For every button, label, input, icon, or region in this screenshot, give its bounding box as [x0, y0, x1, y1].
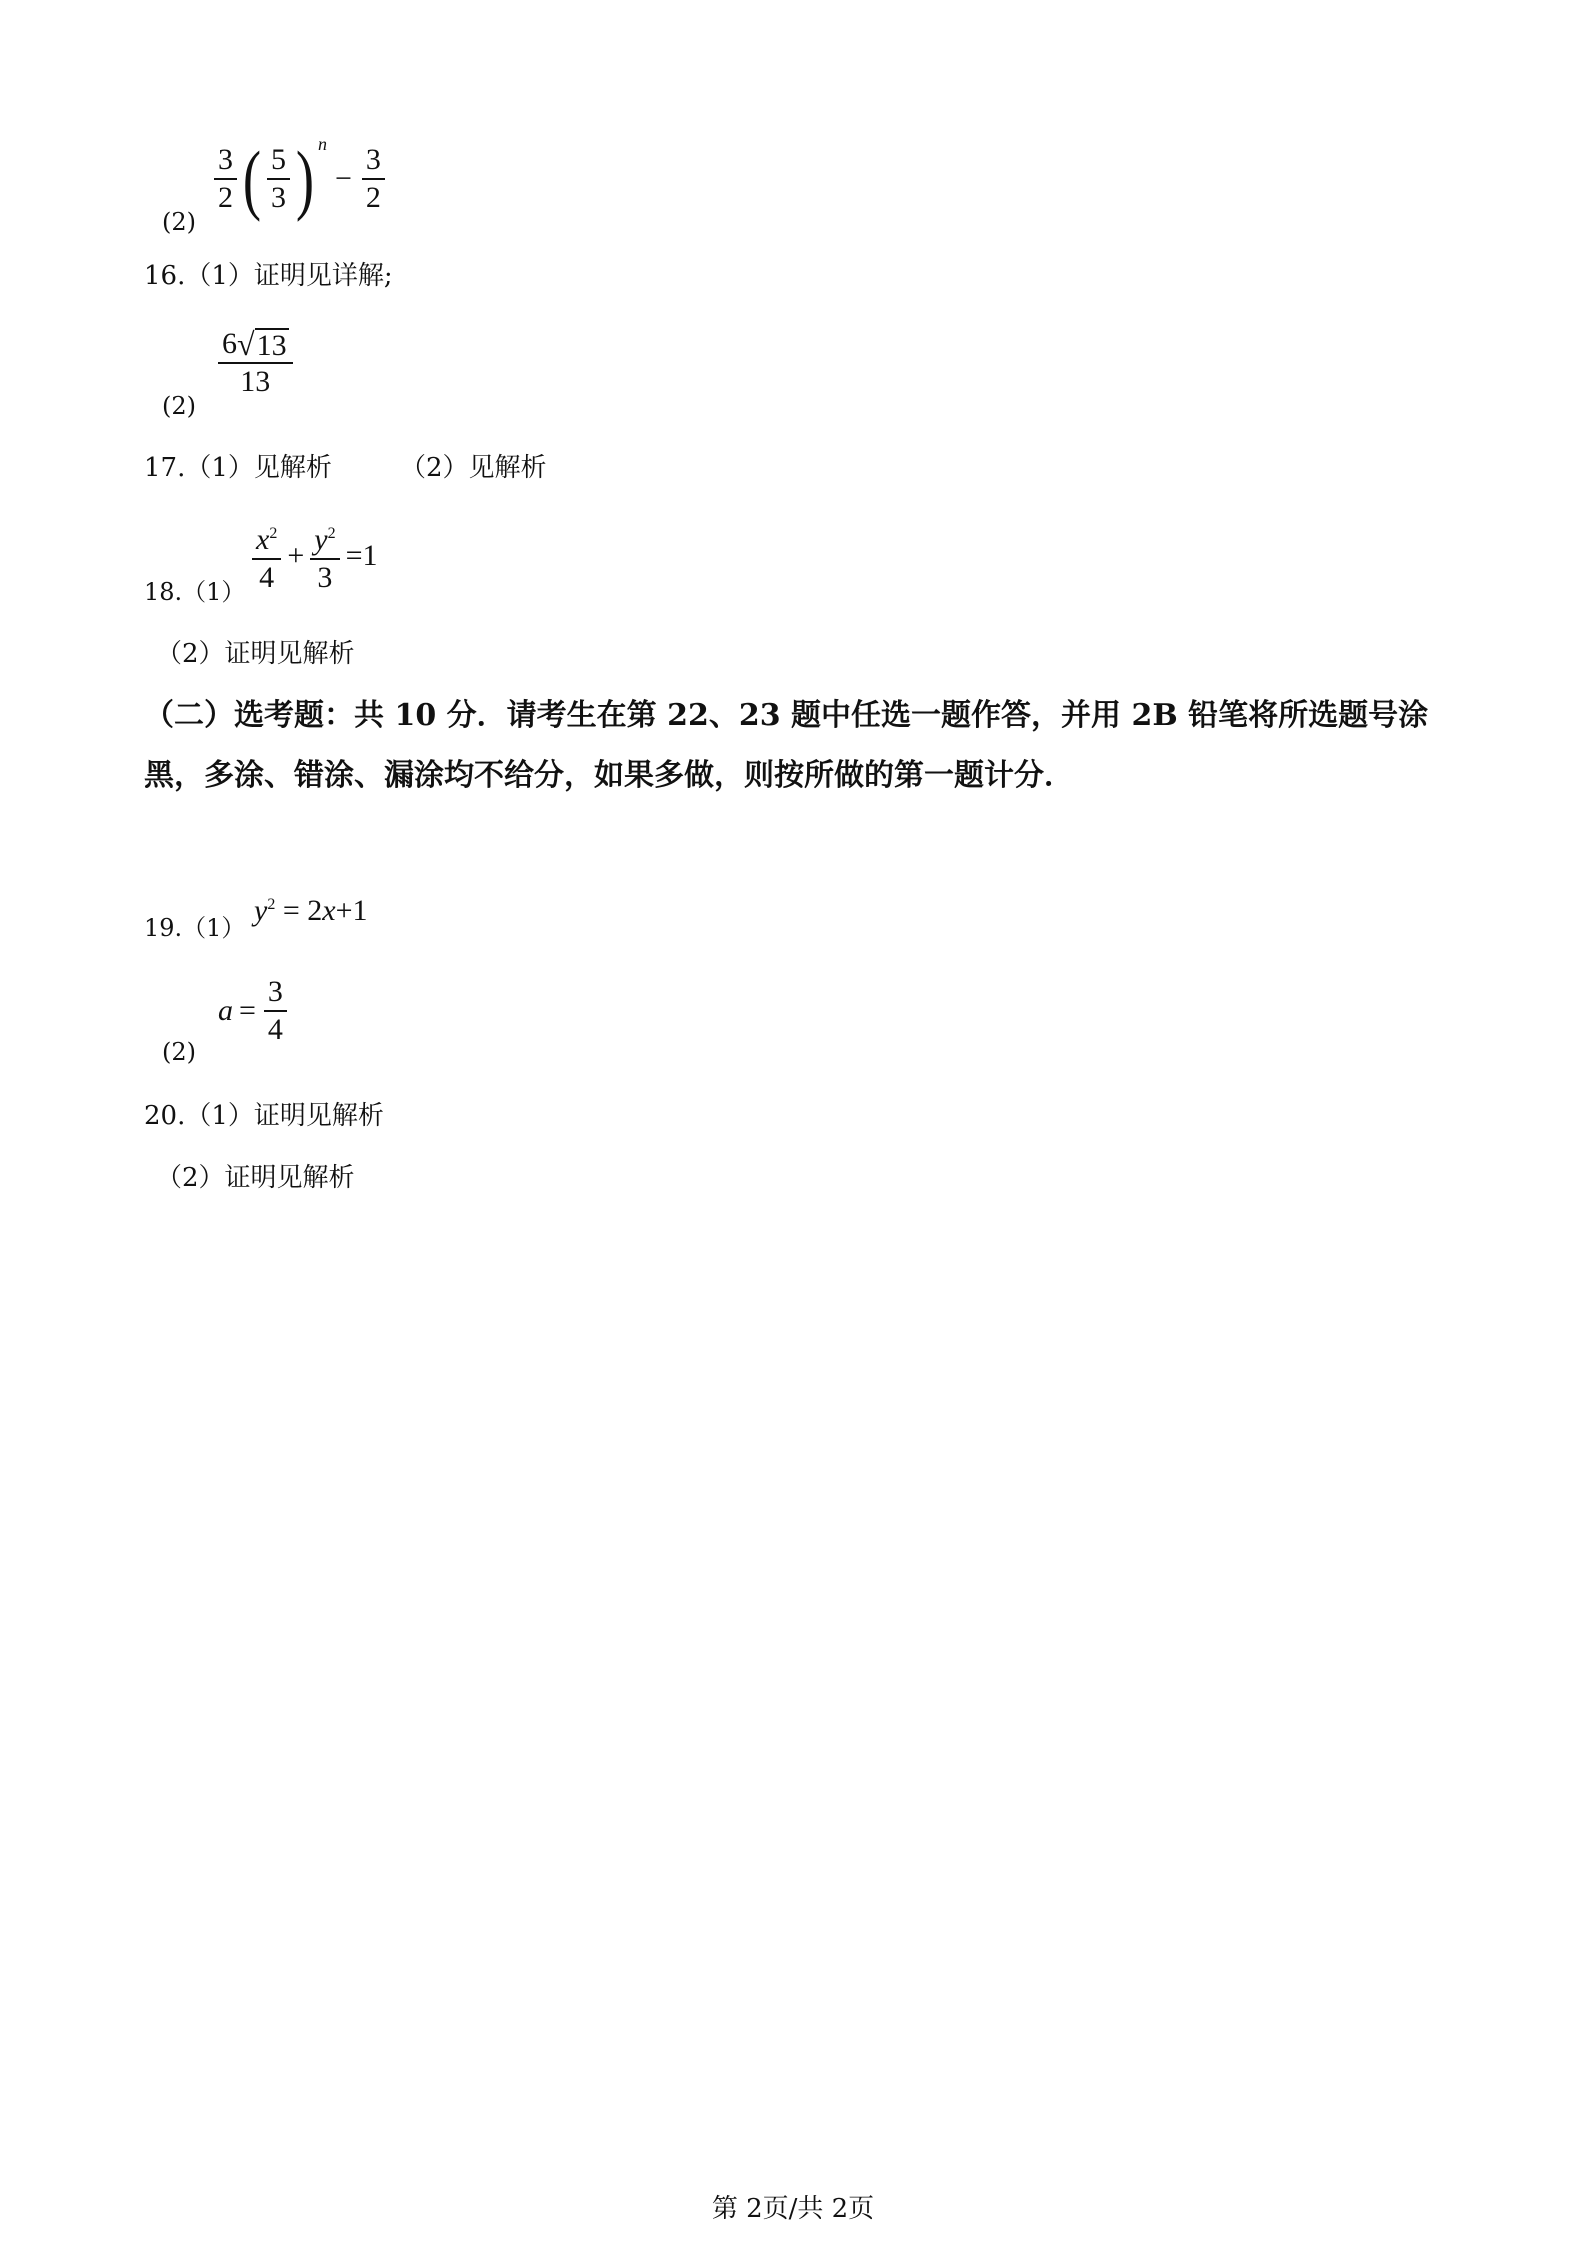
exponent: n: [317, 134, 327, 154]
equals-sign: =: [239, 994, 256, 1027]
plus-sign: +: [287, 539, 305, 572]
fraction: [214, 142, 237, 216]
numerator: 3: [267, 975, 283, 1008]
q19-part2-label: (2): [162, 1038, 196, 1066]
section-instructions-line1: （二）选考题：共 10 分．请考生在第 22、23 题中任选一题作答，并用 2B 铅笔将所选题号涂: [144, 698, 1429, 733]
q16-part2-formula: [216, 326, 295, 400]
exponent: 2: [267, 896, 276, 913]
equals-two: = 2: [282, 894, 323, 927]
right-paren: ): [295, 135, 315, 222]
denominator: 13: [240, 365, 271, 398]
variable-a: a: [218, 994, 233, 1027]
denominator: 3: [270, 181, 286, 214]
page-footer: 第 2页/共 2页: [711, 2194, 875, 2224]
numerator: 3: [218, 143, 233, 176]
fraction: [264, 974, 287, 1048]
q19-part2-formula: [218, 974, 289, 1048]
fraction: [252, 516, 281, 596]
variable-y: y: [254, 894, 268, 927]
minus-sign: −: [334, 162, 352, 195]
denominator: 2: [365, 181, 381, 214]
variable-x: x: [322, 894, 336, 927]
q15-part2-label: (2): [162, 208, 196, 236]
radicand: 13: [256, 329, 287, 362]
q17-part1: 17.（1）见解析: [144, 453, 332, 483]
q19-part1-formula: [254, 894, 368, 928]
numerator: [310, 516, 339, 558]
q16-part2-label: (2): [162, 392, 196, 420]
sqrt-icon: √: [237, 326, 255, 362]
denominator: 2: [218, 181, 233, 214]
fraction: [310, 516, 339, 596]
fraction: [362, 142, 385, 216]
q18-part1-formula: [250, 516, 378, 596]
q20-part1: 20.（1）证明见解析: [144, 1101, 384, 1131]
denominator: 4: [267, 1013, 283, 1046]
left-paren: (: [242, 135, 262, 222]
plus-one: +1: [335, 894, 368, 927]
sqrt-expression: [222, 326, 289, 362]
fraction: [218, 326, 293, 400]
numerator: 3: [365, 143, 381, 176]
variable-y: y: [314, 523, 328, 556]
q20-part2: （2）证明见解析: [156, 1163, 355, 1193]
fraction: [267, 142, 290, 216]
q15-part2-formula: [212, 134, 387, 222]
numerator: [252, 516, 281, 558]
coefficient: 6: [222, 327, 237, 360]
q18-part2: （2）证明见解析: [156, 639, 355, 669]
denominator: 4: [259, 561, 275, 594]
variable-x: x: [256, 523, 270, 556]
equals-one: =1: [345, 539, 378, 572]
q19-part1-label: 19.（1）: [144, 914, 246, 942]
section-instructions-line2: 黑，多涂、错涂、漏涂均不给分，如果多做，则按所做的第一题计分．: [144, 758, 1074, 793]
numerator: 5: [270, 143, 286, 176]
exponent: 2: [327, 525, 336, 542]
q17-part2: （2）见解析: [400, 453, 547, 483]
q16-part1: 16.（1）证明见详解;: [144, 261, 393, 291]
exponent: 2: [269, 525, 278, 542]
q18-part1-label: 18.（1）: [144, 578, 246, 606]
denominator: 3: [317, 561, 333, 594]
numerator: [218, 326, 293, 362]
